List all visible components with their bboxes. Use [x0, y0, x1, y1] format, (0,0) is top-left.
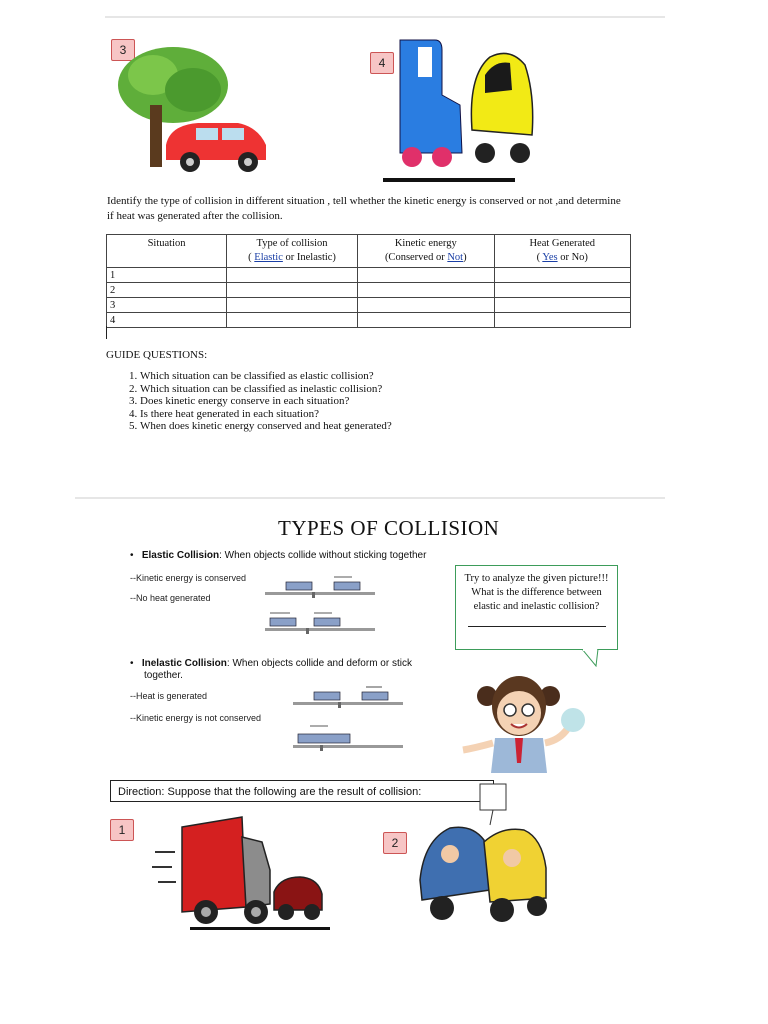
- elastic-point-2: --No heat generated: [130, 593, 211, 603]
- types-title: TYPES OF COLLISION: [278, 516, 500, 540]
- elastic-heading: • Elastic Collision: When objects collide without sticking together: [130, 550, 427, 561]
- speech-bubble-tail-icon: [582, 649, 602, 667]
- two-cars-collide-icon: [412, 780, 552, 930]
- guide-questions-list: [108, 370, 392, 433]
- girl-character-icon: [455, 668, 595, 776]
- row-number: 1: [107, 268, 227, 283]
- answer-cell[interactable]: [227, 268, 358, 283]
- image-number-4: 4: [370, 52, 394, 74]
- inelastic-point-2: --Kinetic energy is not conserved: [130, 713, 262, 723]
- elastic-collision-diagram-icon: [262, 570, 380, 642]
- row-number: 3: [107, 298, 227, 313]
- table-row: [107, 313, 631, 328]
- table-row: [107, 283, 631, 298]
- collision-table: [106, 234, 631, 328]
- bubble-line-2: What is the difference between: [471, 587, 602, 598]
- tree-car-crash-icon: [108, 45, 273, 175]
- image-number-3: 3: [111, 39, 135, 61]
- header-kinetic: Kinetic energy (Conserved or Not): [358, 235, 494, 268]
- image-number-1: 1: [110, 819, 134, 841]
- speech-bubble: [455, 565, 618, 650]
- text-cursor: [106, 326, 107, 339]
- guide-question: 2. Which situation can be classified as inelastic collision?: [140, 383, 392, 396]
- guide-question: 5. When does kinetic energy conserved and heat generated?: [140, 420, 392, 433]
- guide-question: 3. Does kinetic energy conserve in each situation?: [140, 395, 392, 408]
- top-divider: [105, 16, 665, 18]
- table-header-row: [107, 235, 631, 268]
- truck-car-crash-icon: [380, 35, 540, 185]
- guide-questions-title: GUIDE QUESTIONS:: [106, 349, 208, 361]
- answer-cell[interactable]: [227, 283, 358, 298]
- table-row: [107, 268, 631, 283]
- table-row: [107, 298, 631, 313]
- bubble-line-3: elastic and inelastic collision?: [473, 601, 600, 612]
- guide-question: 1. Which situation can be classified as elastic collision?: [140, 370, 392, 383]
- answer-cell[interactable]: [358, 283, 494, 298]
- guide-question: 4. Is there heat generated in each situation?: [140, 408, 392, 421]
- answer-line[interactable]: [468, 626, 606, 627]
- answer-cell[interactable]: [227, 298, 358, 313]
- instruction-text: Identify the type of collision in different situation , tell whether the kinetic energy is conserved or not ,and determine if heat was generated after the collision.: [107, 195, 621, 222]
- inelastic-heading: • Inelastic Collision: When objects collide and deform or stick together.: [130, 658, 412, 681]
- answer-cell[interactable]: [358, 298, 494, 313]
- answer-cell[interactable]: [494, 298, 631, 313]
- middle-divider: [75, 497, 665, 499]
- inelastic-point-1: --Heat is generated: [130, 691, 208, 701]
- answer-cell[interactable]: [358, 313, 494, 328]
- truck-hits-car-icon: [150, 812, 330, 937]
- image-number-2: 2: [383, 832, 407, 854]
- header-type: Type of collision ( Elastic or Inelastic): [227, 235, 358, 268]
- header-situation: Situation: [107, 235, 227, 268]
- direction-box: Direction: Suppose that the following are the result of collision:: [110, 780, 494, 802]
- answer-cell[interactable]: [227, 313, 358, 328]
- elastic-point-1: --Kinetic energy is conserved: [130, 573, 247, 583]
- answer-cell[interactable]: [358, 268, 494, 283]
- answer-cell[interactable]: [494, 283, 631, 298]
- row-number: 2: [107, 283, 227, 298]
- bubble-line-1: Try to analyze the given picture!!!: [464, 573, 609, 584]
- inelastic-collision-diagram-icon: [290, 682, 408, 754]
- row-number: 4: [107, 313, 227, 328]
- header-heat: Heat Generated ( Yes or No): [494, 235, 631, 268]
- answer-cell[interactable]: [494, 313, 631, 328]
- answer-cell[interactable]: [494, 268, 631, 283]
